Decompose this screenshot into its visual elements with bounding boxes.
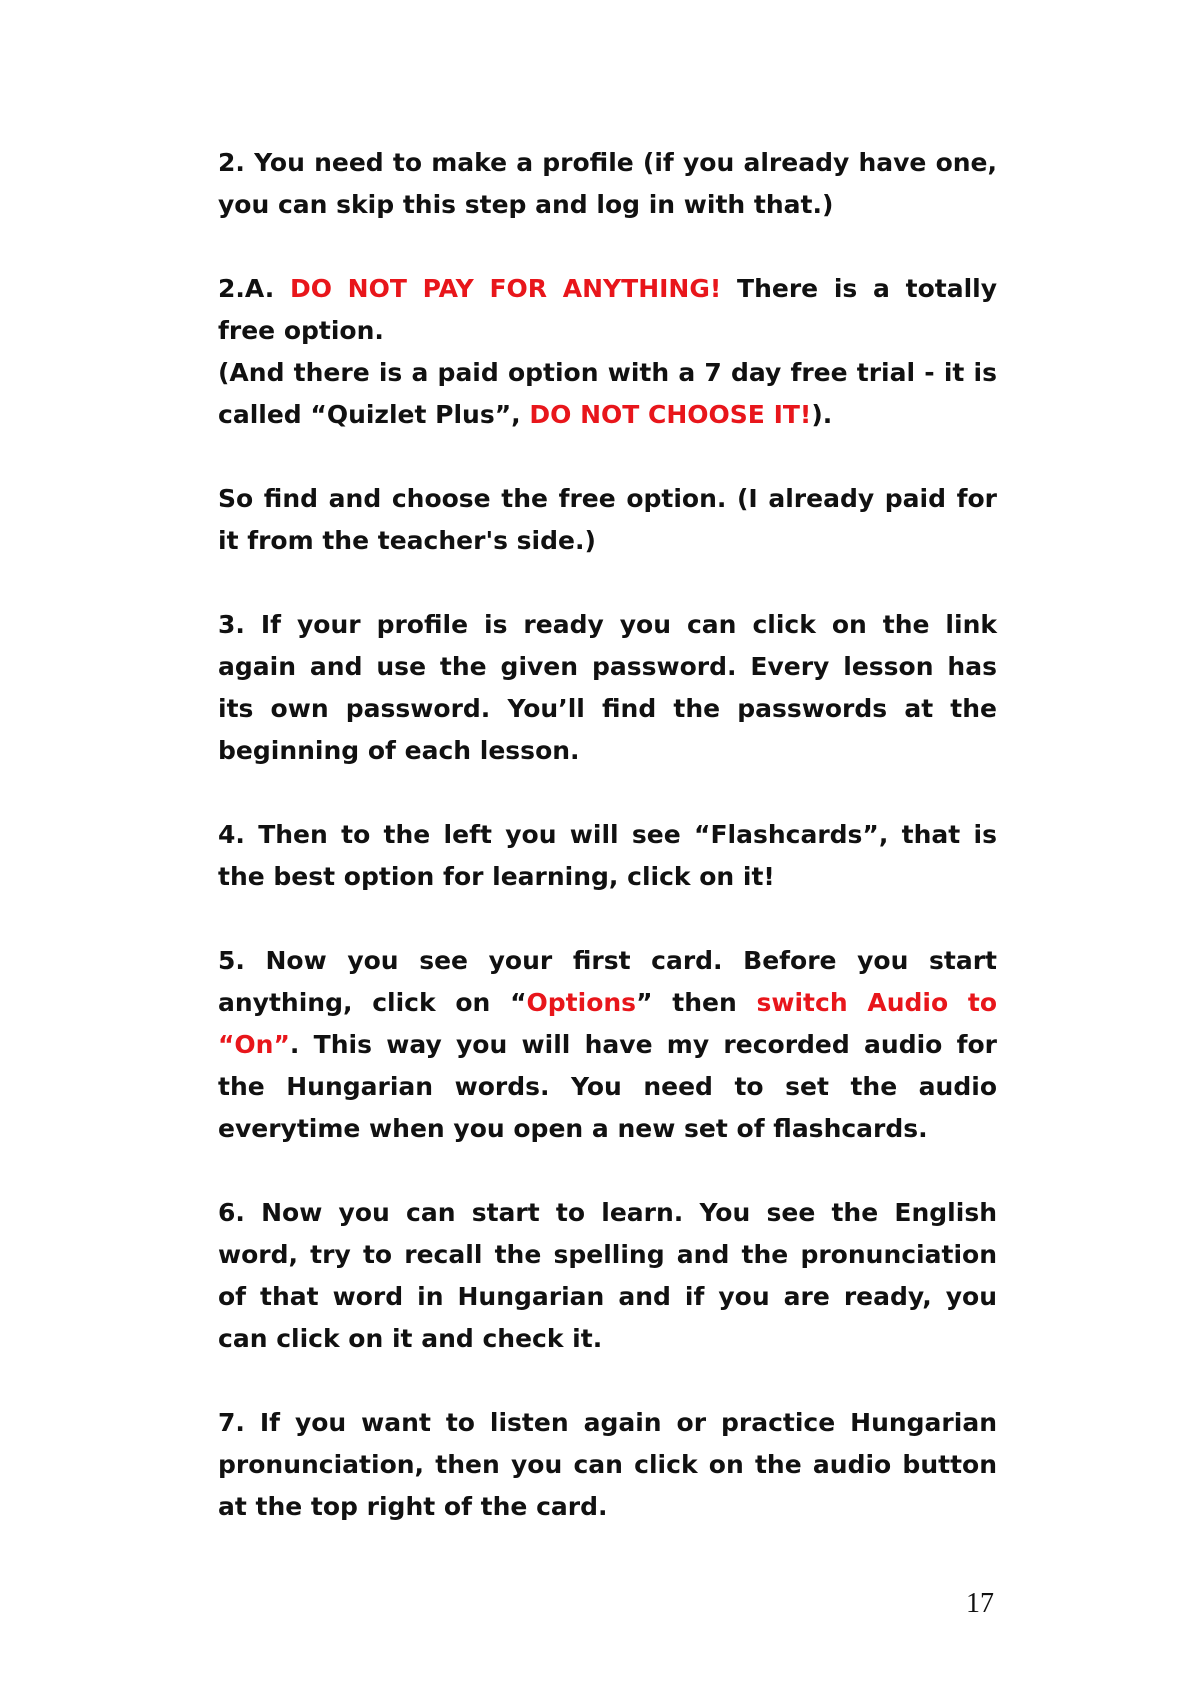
paragraph-gap: [218, 1150, 997, 1192]
text-segment: (And there is a paid option with a 7 day free trial - it is called “Quizlet Plus”,: [218, 358, 997, 429]
paragraph-step-2a-note: [218, 352, 997, 436]
paragraph-gap: [218, 436, 997, 478]
paragraph-gap: [218, 1360, 997, 1402]
text-segment: ).: [811, 400, 833, 429]
text-segment: There is a totally free option.: [218, 274, 998, 345]
audio-on-highlight: switch Audio to “On”: [218, 988, 998, 1059]
paragraph-gap: [218, 772, 997, 814]
text-segment: . This way you will have my recorded audio for the Hungarian words. You need to set the audio everytime when you open a new set of flashcards.: [218, 1030, 997, 1143]
paragraph-step-7: [218, 1402, 997, 1528]
text-segment: 3. If your profile is ready you can click on the link again and use the given password. Every lesson has its own password. You’ll find the passwords at the beginning of each lesson.: [218, 610, 997, 765]
paragraph-step-2a: [218, 268, 997, 352]
text-segment: ” then: [636, 988, 757, 1017]
paragraph-step-4: [218, 814, 997, 898]
paragraph-step-5: [218, 940, 997, 1150]
text-segment: 2.A.: [218, 274, 290, 303]
paragraph-gap: [218, 562, 997, 604]
text-segment: 5. Now you see your first card. Before you start anything, click on “: [218, 946, 997, 1017]
text-segment: 4. Then to the left you will see “Flashcards”, that is the best option for learning, click on it!: [218, 820, 997, 891]
warning-text: DO NOT CHOOSE IT!: [529, 400, 812, 429]
paragraph-free-option: [218, 478, 997, 562]
paragraph-step-6: [218, 1192, 997, 1360]
paragraph-gap: [218, 226, 997, 268]
text-segment: 2. You need to make a profile (if you already have one, you can skip this step and log in with that.): [218, 148, 997, 219]
text-segment: So find and choose the free option. (I already paid for it from the teacher's side.): [218, 484, 997, 555]
page-content: [218, 142, 997, 1528]
options-highlight: Options: [526, 988, 637, 1017]
page-number: 17: [966, 1588, 994, 1619]
paragraph-step-2: [218, 142, 997, 226]
paragraph-gap: [218, 898, 997, 940]
paragraph-step-3: [218, 604, 997, 772]
text-segment: 6. Now you can start to learn. You see the English word, try to recall the spelling and the pronunciation of that word in Hungarian and if you are ready, you can click on it and check it.: [218, 1198, 997, 1353]
warning-text: DO NOT PAY FOR ANYTHING!: [289, 274, 722, 303]
text-segment: 7. If you want to listen again or practice Hungarian pronunciation, then you can click on the audio button at the top right of the card.: [218, 1408, 997, 1521]
